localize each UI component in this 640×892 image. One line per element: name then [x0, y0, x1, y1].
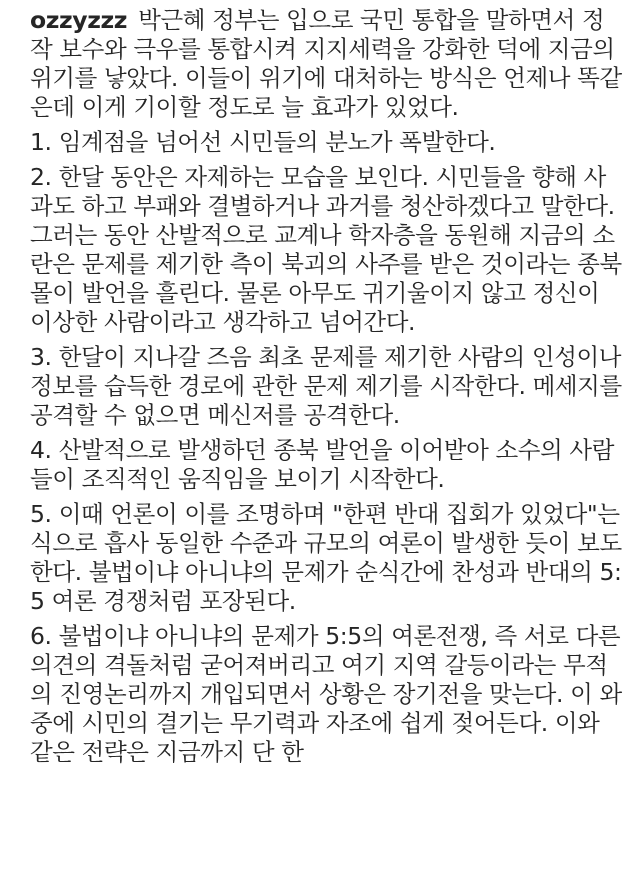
list-item-1: 1. 임계점을 넘어선 시민들의 분노가 폭발한다. [30, 128, 496, 156]
list-item-3: 3. 한달이 지나갈 즈음 최초 문제를 제기한 사람의 인성이나 정보를 습득한 경로에 관한 문제 제기를 시작한다. 메세지를 공격할 수 없으면 메신저를 공격한다. [30, 343, 622, 429]
post-caption [30, 6, 622, 773]
list-item-4: 4. 산발적으로 발생하던 종북 발언을 이어받아 소수의 사람들이 조직적인 움직임을 보이기 시작한다. [30, 436, 615, 493]
list-item-6: 6. 불법이냐 아니냐의 문제가 5:5의 여론전쟁, 즉 서로 다른 의견의 격돌처럼 굳어져버리고 여기 지역 갈등이라는 무적의 진영논리까지 개입되면서 상황은 장기전을 맞는다. 이 와중에 시민의 결기는 무기력과 자조에 쉽게 젖어든다. 이와 같은 전략은 지금까지 단 한 [30, 622, 622, 766]
caption-intro [30, 6, 622, 122]
list-item-5: 5. 이때 언론이 이를 조명하며 "한편 반대 집회가 있었다"는 식으로 흡사 동일한 수준과 규모의 여론이 발생한 듯이 보도한다. 불법이냐 아니냐의 문제가 순식간에 찬성과 반대의 5:5 여론 경쟁처럼 포장된다. [30, 500, 622, 615]
username-link[interactable]: ozzyzzz [30, 6, 128, 34]
list-item-2: 2. 한달 동안은 자제하는 모습을 보인다. 시민들을 향해 사과도 하고 부패와 결별하거나 과거를 청산하겠다고 말한다. 그러는 동안 산발적으로 교계나 학자층을 동원해 지금의 소란은 문제를 제기한 측이 북괴의 사주를 받은 것이라는 종북 몰이 발언을 흘린다. 물론 아무도 귀기울이지 않고 정신이 이상한 사람이라고 생각하고 넘어간다. [30, 163, 622, 336]
intro-text: 박근혜 정부는 입으로 국민 통합을 말하면서 정작 보수와 극우를 통합시켜 지지세력을 강화한 덕에 지금의 위기를 낳았다. 이들이 위기에 대처하는 방식은 언제나 똑같은데 이게 기이할 정도로 늘 효과가 있었다. [30, 6, 622, 121]
